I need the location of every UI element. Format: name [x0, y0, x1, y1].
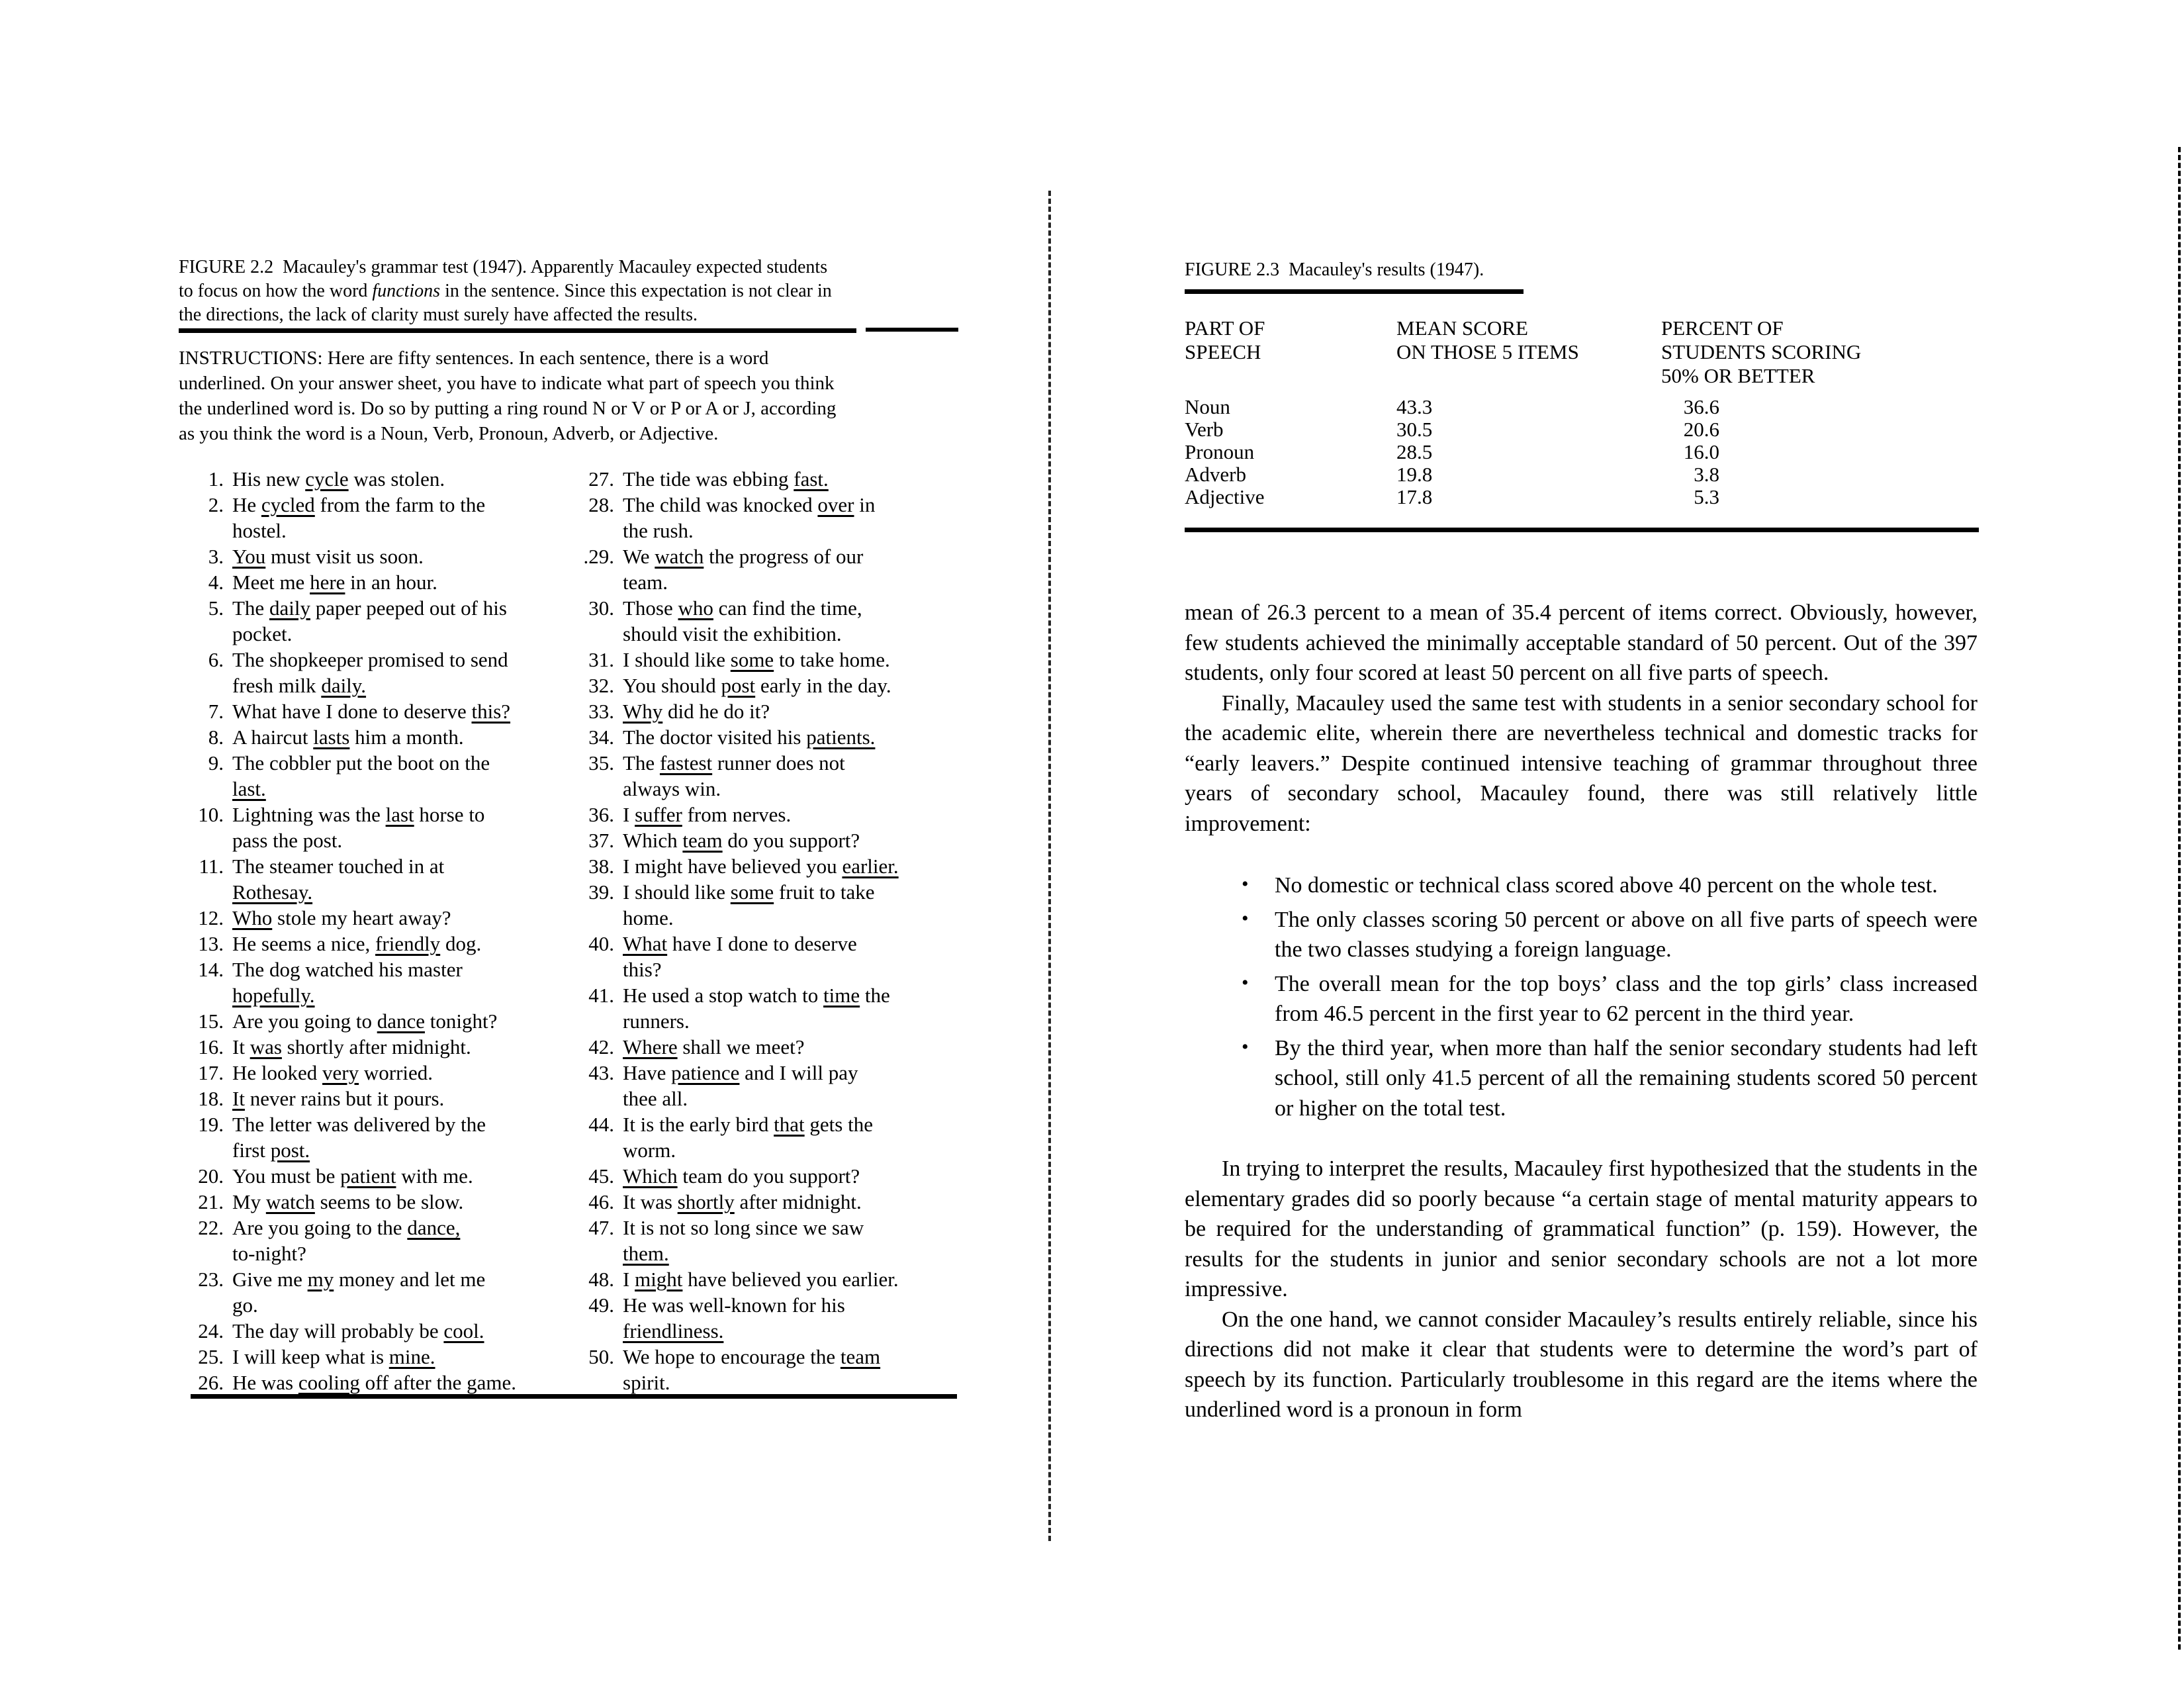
item-text: He cycled from the farm to the hostel.	[232, 493, 486, 542]
item-text: His new cycle was stolen.	[232, 467, 445, 491]
list-item	[577, 595, 987, 647]
item-text: Which team do you support?	[623, 1164, 860, 1188]
figure-2-3-caption: FIGURE 2.3 Macauley's results (1947).	[1185, 259, 1484, 280]
percent-value: 5.3	[1694, 485, 1719, 508]
item-text: We watch the progress of our team.	[623, 545, 864, 594]
bullet-text: The only classes scoring 50 percent or above on all five parts of speech were the two classes studying a foreign language.	[1275, 907, 1978, 962]
item-number: 12.	[198, 906, 224, 929]
item-text: The child was knocked over in the rush.	[623, 493, 876, 542]
item-text: He was well-known for his friendliness.	[623, 1293, 845, 1342]
list-item	[187, 905, 584, 931]
item-number: 16.	[198, 1035, 224, 1058]
bullet-icon: •	[1242, 873, 1249, 895]
item-number: 37.	[588, 829, 614, 852]
item-number: 9.	[208, 751, 224, 774]
item-number: 33.	[588, 700, 614, 723]
cell-percent-scoring	[1661, 463, 1979, 486]
list-item	[577, 698, 987, 724]
list-item	[577, 931, 987, 982]
bullet-text: The overall mean for the top boys’ class and the top girls’ class increased from 46.5 percent in the first year to 62 percent in the third year.	[1275, 971, 1978, 1026]
item-text: The daily paper peeped out of his pocket.	[232, 596, 507, 645]
item-text: I should like some fruit to take home.	[623, 880, 875, 929]
item-number: 45.	[588, 1164, 614, 1188]
bullet-list	[1185, 870, 1978, 1123]
item-number: 38.	[588, 855, 614, 878]
list-item	[577, 1189, 987, 1215]
item-number: 21.	[198, 1190, 224, 1213]
paragraph: On the one hand, we cannot consider Macauley’s results entirely reliable, since his directions did not make it clear that students were to determine the word’s part of speech by its function. Particularly troublesome in this regard are the items where the underlined word is a pronoun in form	[1185, 1307, 1978, 1422]
list-item	[187, 1034, 584, 1060]
list-item	[577, 853, 987, 879]
item-number: 26.	[198, 1371, 224, 1394]
cell-percent-scoring	[1661, 418, 1979, 441]
cell-mean-score: 30.5	[1396, 418, 1433, 441]
caption-rule-segment-b	[866, 328, 958, 332]
item-text: We hope to encourage the team spirit.	[623, 1345, 881, 1394]
percent-value: 3.8	[1694, 463, 1719, 486]
item-text: It never rains but it pours.	[232, 1087, 445, 1110]
item-text: My watch seems to be slow.	[232, 1190, 464, 1213]
item-number: 50.	[588, 1345, 614, 1368]
list-item	[187, 1215, 584, 1266]
item-text: I will keep what is mine.	[232, 1345, 435, 1368]
item-number: 18.	[198, 1087, 224, 1110]
results-table-header	[1185, 316, 1979, 388]
bullet-item	[1242, 1033, 1978, 1124]
percent-value: 16.0	[1683, 440, 1719, 463]
item-number: 24.	[198, 1319, 224, 1342]
table-row	[1185, 486, 1979, 508]
caption-rule-segment-a	[179, 328, 856, 333]
list-item	[187, 1189, 584, 1215]
item-text: Which team do you support?	[623, 829, 860, 852]
list-item	[187, 1344, 584, 1370]
item-number: 10.	[198, 803, 224, 826]
item-text: You must be patient with me.	[232, 1164, 473, 1188]
paragraph: In trying to interpret the results, Macauley first hypothesized that the students in the elementary grades did so poorly because “a certain stage of mental maturity appears to be required for the understanding of grammatical function” (p. 159). However, the results for the students in junior and senior secondary schools are not a lot more impressive.	[1185, 1156, 1978, 1301]
test-instructions: INSTRUCTIONS: Here are fifty sentences. In each sentence, there is a word underlined. On your answer sheet, you have to indicate what part of speech you think the underlined word is. Do so by putting a ring round N or V or P or A or J, according as you think the word is a Noun, Verb, Pronoun, Adverb, or Adjective.	[179, 348, 837, 444]
list-item	[187, 1370, 584, 1395]
cell-mean-score: 43.3	[1396, 395, 1433, 418]
bullet-text: By the third year, when more than half the senior secondary students had left school, still only 41.5 percent of all the remaining students scored 50 percent or higher on the total test.	[1275, 1035, 1978, 1121]
list-item	[187, 957, 584, 1008]
item-text: I might have believed you earlier.	[623, 855, 899, 878]
cell-mean-score: 17.8	[1396, 485, 1433, 508]
item-number: 1.	[208, 467, 224, 491]
bullet-text: No domestic or technical class scored above 40 percent on the whole test.	[1275, 873, 1938, 898]
percent-value: 20.6	[1683, 418, 1719, 441]
list-item	[187, 595, 584, 647]
list-item	[187, 1163, 584, 1189]
list-item	[577, 1344, 987, 1395]
item-number: 14.	[198, 958, 224, 981]
item-text: Where shall we meet?	[623, 1035, 805, 1058]
item-number: 7.	[208, 700, 224, 723]
list-item	[577, 1292, 987, 1344]
cell-part-of-speech: Pronoun	[1185, 440, 1255, 463]
item-text: Lightning was the last horse to pass the post.	[232, 803, 485, 852]
list-item	[187, 543, 584, 569]
list-item	[187, 853, 584, 905]
item-number: 25.	[198, 1345, 224, 1368]
cell-percent-scoring	[1661, 486, 1979, 508]
list-item	[187, 1266, 584, 1318]
list-item	[577, 647, 987, 673]
item-number: 5.	[208, 596, 224, 620]
list-item	[577, 673, 987, 698]
list-item	[577, 750, 987, 802]
body-paragraphs-bottom	[1185, 1154, 1978, 1425]
list-item	[577, 724, 987, 750]
column-header-mean-score: MEAN SCORE ON THOSE 5 ITEMS	[1396, 316, 1579, 363]
figure-2-2-bottom-rule	[191, 1394, 957, 1399]
list-item	[577, 543, 987, 595]
list-item	[187, 1318, 584, 1344]
item-text: Who stole my heart away?	[232, 906, 451, 929]
item-number: 35.	[588, 751, 614, 774]
item-text: It is the early bird that gets the worm.	[623, 1113, 873, 1162]
item-text: Are you going to dance tonight?	[232, 1009, 498, 1033]
item-text: The shopkeeper promised to send fresh milk daily.	[232, 648, 508, 697]
item-number: 49.	[588, 1293, 614, 1317]
item-text: He seems a nice, friendly dog.	[232, 932, 482, 955]
item-number: 36.	[588, 803, 614, 826]
list-item	[187, 724, 584, 750]
list-item	[577, 1163, 987, 1189]
item-number: 40.	[588, 932, 614, 955]
list-item	[577, 1111, 987, 1163]
bullet-icon: •	[1242, 1035, 1249, 1058]
item-number: 6.	[208, 648, 224, 671]
item-text: What have I done to deserve this?	[232, 700, 511, 723]
sentence-list-column-2	[577, 466, 987, 1395]
item-text: I might have believed you earlier.	[623, 1268, 899, 1291]
list-item	[577, 827, 987, 853]
item-number: 43.	[588, 1061, 614, 1084]
item-text: He was cooling off after the game.	[232, 1371, 516, 1394]
item-number: 20.	[198, 1164, 224, 1188]
item-text: He looked very worried.	[232, 1061, 433, 1084]
item-number: 15.	[198, 1009, 224, 1033]
item-text: A haircut lasts him a month.	[232, 726, 464, 749]
item-text: Why did he do it?	[623, 700, 770, 723]
list-item	[187, 1008, 584, 1034]
item-number: 11.	[199, 855, 224, 878]
item-text: The doctor visited his patients.	[623, 726, 876, 749]
bullet-icon: •	[1242, 971, 1249, 994]
list-item	[187, 647, 584, 698]
item-number: 28.	[588, 493, 614, 516]
item-number: 48.	[588, 1268, 614, 1291]
item-number: 13.	[198, 932, 224, 955]
list-item	[577, 802, 987, 827]
item-text: It was shortly after midnight.	[623, 1190, 862, 1213]
cell-mean-score: 28.5	[1396, 440, 1433, 463]
list-item	[577, 466, 987, 492]
figure-2-3-bottom-rule	[1185, 528, 1979, 532]
item-number: 32.	[588, 674, 614, 697]
item-text: Are you going to the dance, to-night?	[232, 1216, 461, 1265]
item-text: The fastest runner does not always win.	[623, 751, 845, 800]
item-number: 8.	[208, 726, 224, 749]
list-item	[187, 1086, 584, 1111]
item-text: You must visit us soon.	[232, 545, 424, 568]
list-item	[187, 698, 584, 724]
item-text: You should post early in the day.	[623, 674, 891, 697]
cell-part-of-speech: Noun	[1185, 395, 1230, 418]
item-number: 31.	[588, 648, 614, 671]
item-number: 23.	[198, 1268, 224, 1291]
body-text	[1185, 598, 1978, 1425]
list-item	[187, 750, 584, 802]
results-table	[1185, 316, 1979, 508]
column-header-percent-scoring: PERCENT OF STUDENTS SCORING 50% OR BETTER	[1661, 316, 1862, 387]
table-row	[1185, 396, 1979, 418]
item-text: Those who can find the time, should visit the exhibition.	[623, 596, 862, 645]
list-item	[187, 1111, 584, 1163]
list-item	[577, 1215, 987, 1266]
results-table-rows	[1185, 396, 1979, 508]
item-text: Give me my money and let me go.	[232, 1268, 486, 1317]
list-item	[577, 982, 987, 1034]
item-number: .29.	[583, 545, 614, 568]
table-row	[1185, 441, 1979, 463]
item-text: It was shortly after midnight.	[232, 1035, 471, 1058]
item-text: The tide was ebbing fast.	[623, 467, 829, 491]
item-number: 47.	[588, 1216, 614, 1239]
bullet-item	[1242, 969, 1978, 1029]
table-row	[1185, 463, 1979, 486]
item-number: 3.	[208, 545, 224, 568]
percent-value: 36.6	[1683, 395, 1719, 418]
column-header-part-of-speech: PART OF SPEECH	[1185, 316, 1265, 363]
item-number: 4.	[208, 571, 224, 594]
item-number: 17.	[198, 1061, 224, 1084]
item-number: 27.	[588, 467, 614, 491]
cell-mean-score: 19.8	[1396, 463, 1433, 486]
item-text: The letter was delivered by the first post.	[232, 1113, 486, 1162]
list-item	[187, 931, 584, 957]
item-number: 44.	[588, 1113, 614, 1136]
list-item	[187, 466, 584, 492]
list-item	[187, 492, 584, 543]
list-item	[187, 569, 584, 595]
item-text: The dog watched his master hopefully.	[232, 958, 463, 1007]
list-item	[577, 1060, 987, 1111]
paragraph: mean of 26.3 percent to a mean of 35.4 percent of items correct. Obviously, however, few students achieved the minimally acceptable standard of 50 percent. Out of the 397 students, only four scored at least 50 percent on all five parts of speech.	[1185, 600, 1978, 685]
figure-2-3-caption-rule	[1185, 289, 1524, 294]
table-row	[1185, 418, 1979, 441]
sentence-list-column-1	[187, 466, 584, 1395]
item-text: What have I done to deserve this?	[623, 932, 857, 981]
cell-part-of-speech: Verb	[1185, 418, 1224, 441]
item-text: The cobbler put the boot on the last.	[232, 751, 490, 800]
page-fold-dashed-line	[1048, 191, 1051, 1541]
list-item	[577, 1266, 987, 1292]
page-edge-dashed-line	[2178, 147, 2181, 1650]
item-text: It is not so long since we saw them.	[623, 1216, 864, 1265]
list-item	[577, 1034, 987, 1060]
bullet-item	[1242, 905, 1978, 965]
figure-2-2-caption: FIGURE 2.2 Macauley's grammar test (1947). Apparently Macauley expected students to focus on how the word functions in the sentence. Since this expectation is not clear in the directions, the lack of clarity must surely have affected the results.	[179, 257, 832, 325]
cell-part-of-speech: Adverb	[1185, 463, 1246, 486]
cell-part-of-speech: Adjective	[1185, 485, 1265, 508]
item-text: The day will probably be cool.	[232, 1319, 484, 1342]
list-item	[187, 1060, 584, 1086]
cell-percent-scoring	[1661, 396, 1979, 418]
item-text: I suffer from nerves.	[623, 803, 792, 826]
item-number: 30.	[588, 596, 614, 620]
item-text: He used a stop watch to time the runners.	[623, 984, 890, 1033]
item-text: I should like some to take home.	[623, 648, 890, 671]
list-item	[187, 802, 584, 853]
item-text: The steamer touched in at Rothesay.	[232, 855, 445, 904]
item-number: 41.	[588, 984, 614, 1007]
list-item	[577, 492, 987, 543]
item-number: 22.	[198, 1216, 224, 1239]
item-number: 2.	[208, 493, 224, 516]
item-text: Have patience and I will pay thee all.	[623, 1061, 858, 1110]
paragraph: Finally, Macauley used the same test with students in a senior secondary school for the academic elite, wherein there are nevertheless technical and domestic tracks for “early leavers.” Despite continued intensive teaching of grammar throughout three years of secondary school, Macauley found, there was still relatively little improvement:	[1185, 690, 1978, 836]
bullet-item	[1242, 870, 1978, 901]
item-text: Meet me here in an hour.	[232, 571, 437, 594]
item-number: 46.	[588, 1190, 614, 1213]
cell-percent-scoring	[1661, 441, 1979, 463]
item-number: 19.	[198, 1113, 224, 1136]
item-number: 42.	[588, 1035, 614, 1058]
item-number: 34.	[588, 726, 614, 749]
bullet-icon: •	[1242, 907, 1249, 929]
item-number: 39.	[588, 880, 614, 904]
body-paragraphs-top	[1185, 598, 1978, 839]
list-item	[577, 879, 987, 931]
